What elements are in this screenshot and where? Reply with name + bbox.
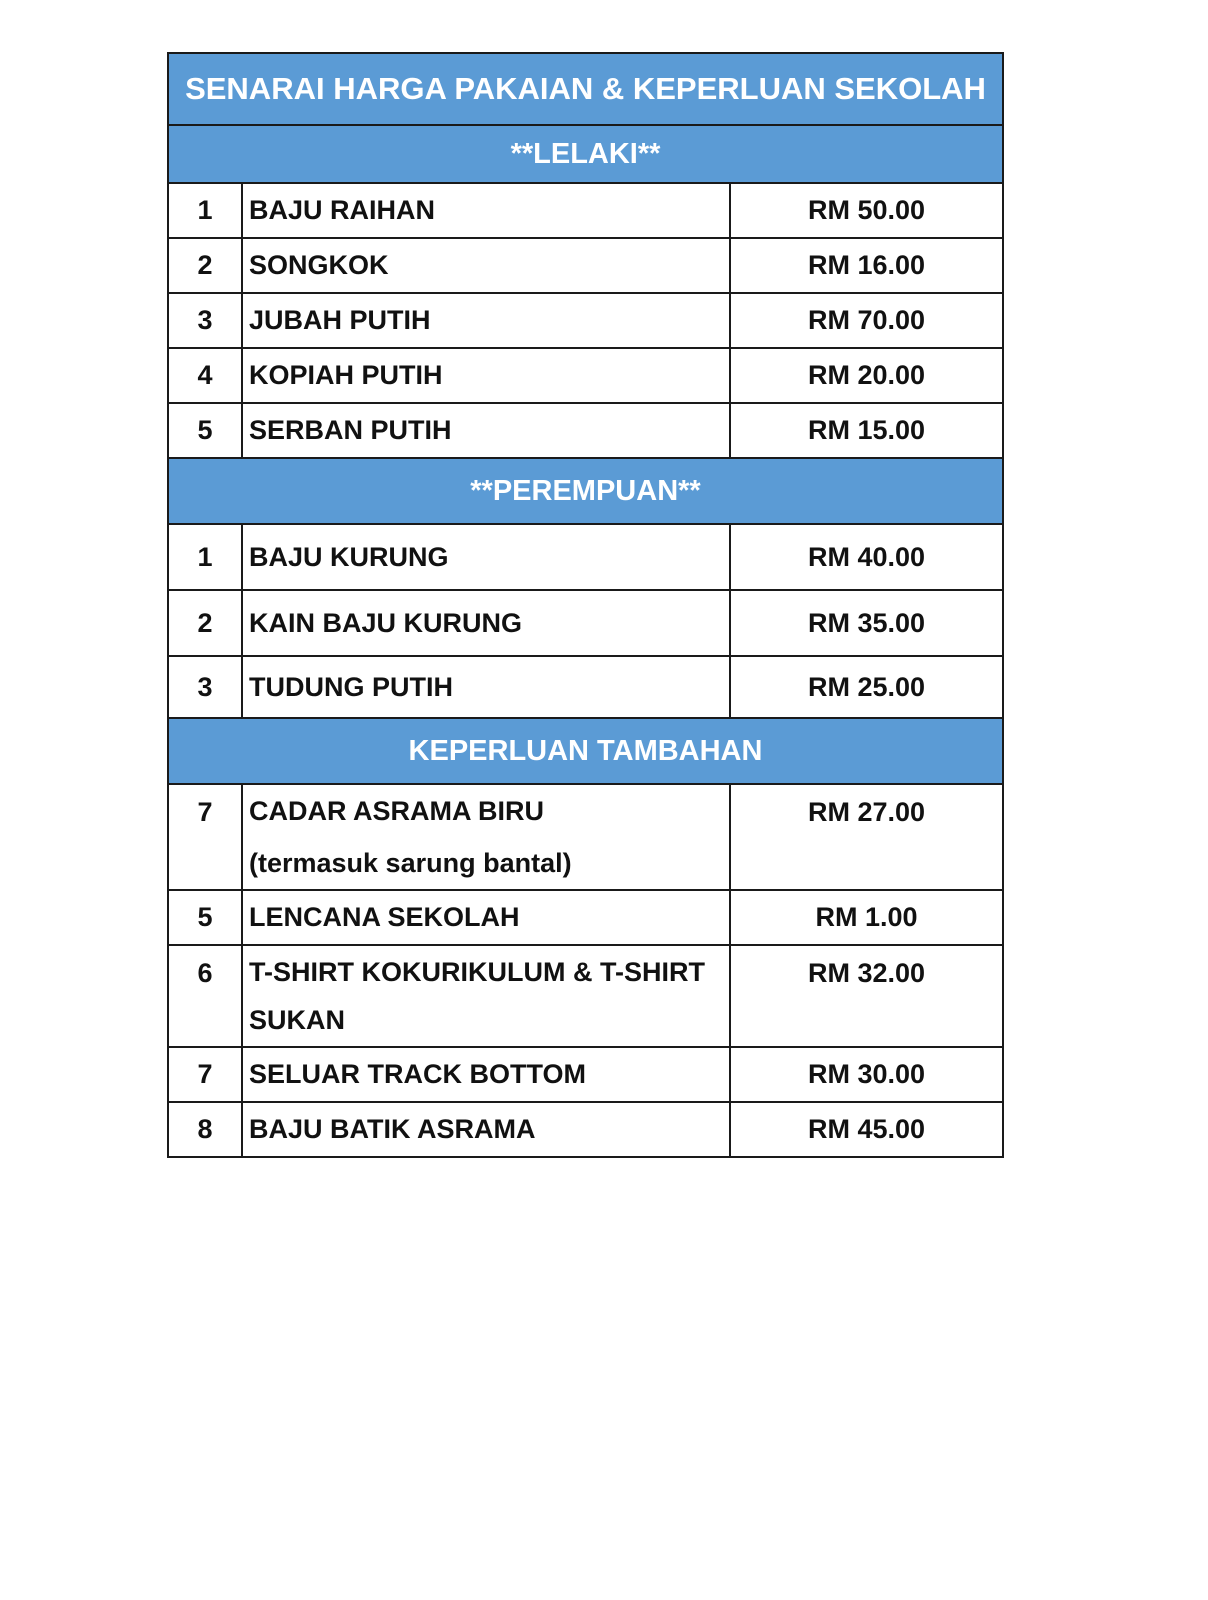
item-number: 5 [168,890,242,945]
table-row [168,1047,1003,1102]
item-price: RM 15.00 [730,403,1003,458]
item-name: CADAR ASRAMA BIRU [249,796,544,826]
section-heading: **LELAKI** [168,125,1003,183]
table-row [168,945,1003,1047]
item-number: 8 [168,1102,242,1157]
item-price: RM 40.00 [730,524,1003,590]
item-price: RM 50.00 [730,183,1003,238]
item-price: RM 20.00 [730,348,1003,403]
item-number: 3 [168,656,242,718]
table-row [168,1102,1003,1157]
item-name: SONGKOK [242,238,730,293]
item-price: RM 32.00 [730,945,1003,1047]
item-price: RM 1.00 [730,890,1003,945]
item-price: RM 70.00 [730,293,1003,348]
item-name-cell [242,784,730,890]
section-header-tambahan [168,718,1003,784]
item-number: 7 [168,1047,242,1102]
item-price: RM 27.00 [730,784,1003,890]
section-heading: KEPERLUAN TAMBAHAN [168,718,1003,784]
item-number: 1 [168,183,242,238]
item-number: 4 [168,348,242,403]
item-name: LENCANA SEKOLAH [242,890,730,945]
table-row [168,524,1003,590]
table-row [168,784,1003,890]
table-title: SENARAI HARGA PAKAIAN & KEPERLUAN SEKOLAH [168,53,1003,125]
section-header-lelaki [168,125,1003,183]
item-name: BAJU BATIK ASRAMA [242,1102,730,1157]
item-number: 7 [168,784,242,890]
table-row [168,238,1003,293]
item-price: RM 35.00 [730,590,1003,656]
item-name: TUDUNG PUTIH [242,656,730,718]
item-price: RM 16.00 [730,238,1003,293]
item-number: 6 [168,945,242,1047]
item-name-continued: SUKAN [249,1005,346,1035]
item-name: BAJU KURUNG [242,524,730,590]
item-name: SERBAN PUTIH [242,403,730,458]
item-number: 2 [168,590,242,656]
price-list-table [167,52,1004,1158]
item-number: 5 [168,403,242,458]
item-number: 3 [168,293,242,348]
item-price: RM 30.00 [730,1047,1003,1102]
table-row [168,656,1003,718]
item-name: JUBAH PUTIH [242,293,730,348]
item-number: 1 [168,524,242,590]
item-price: RM 45.00 [730,1102,1003,1157]
item-note: (termasuk sarung bantal) [249,848,572,878]
section-header-perempuan [168,458,1003,524]
section-heading: **PEREMPUAN** [168,458,1003,524]
item-price: RM 25.00 [730,656,1003,718]
item-name: KOPIAH PUTIH [242,348,730,403]
table-row [168,183,1003,238]
item-name-cell [242,945,730,1047]
table-row [168,590,1003,656]
table-row [168,348,1003,403]
item-name: BAJU RAIHAN [242,183,730,238]
table-row [168,293,1003,348]
table-row [168,403,1003,458]
table-row [168,890,1003,945]
item-name: SELUAR TRACK BOTTOM [242,1047,730,1102]
item-number: 2 [168,238,242,293]
item-name: KAIN BAJU KURUNG [242,590,730,656]
item-name: T-SHIRT KOKURIKULUM & T-SHIRT [249,957,705,987]
table-title-row [168,53,1003,125]
